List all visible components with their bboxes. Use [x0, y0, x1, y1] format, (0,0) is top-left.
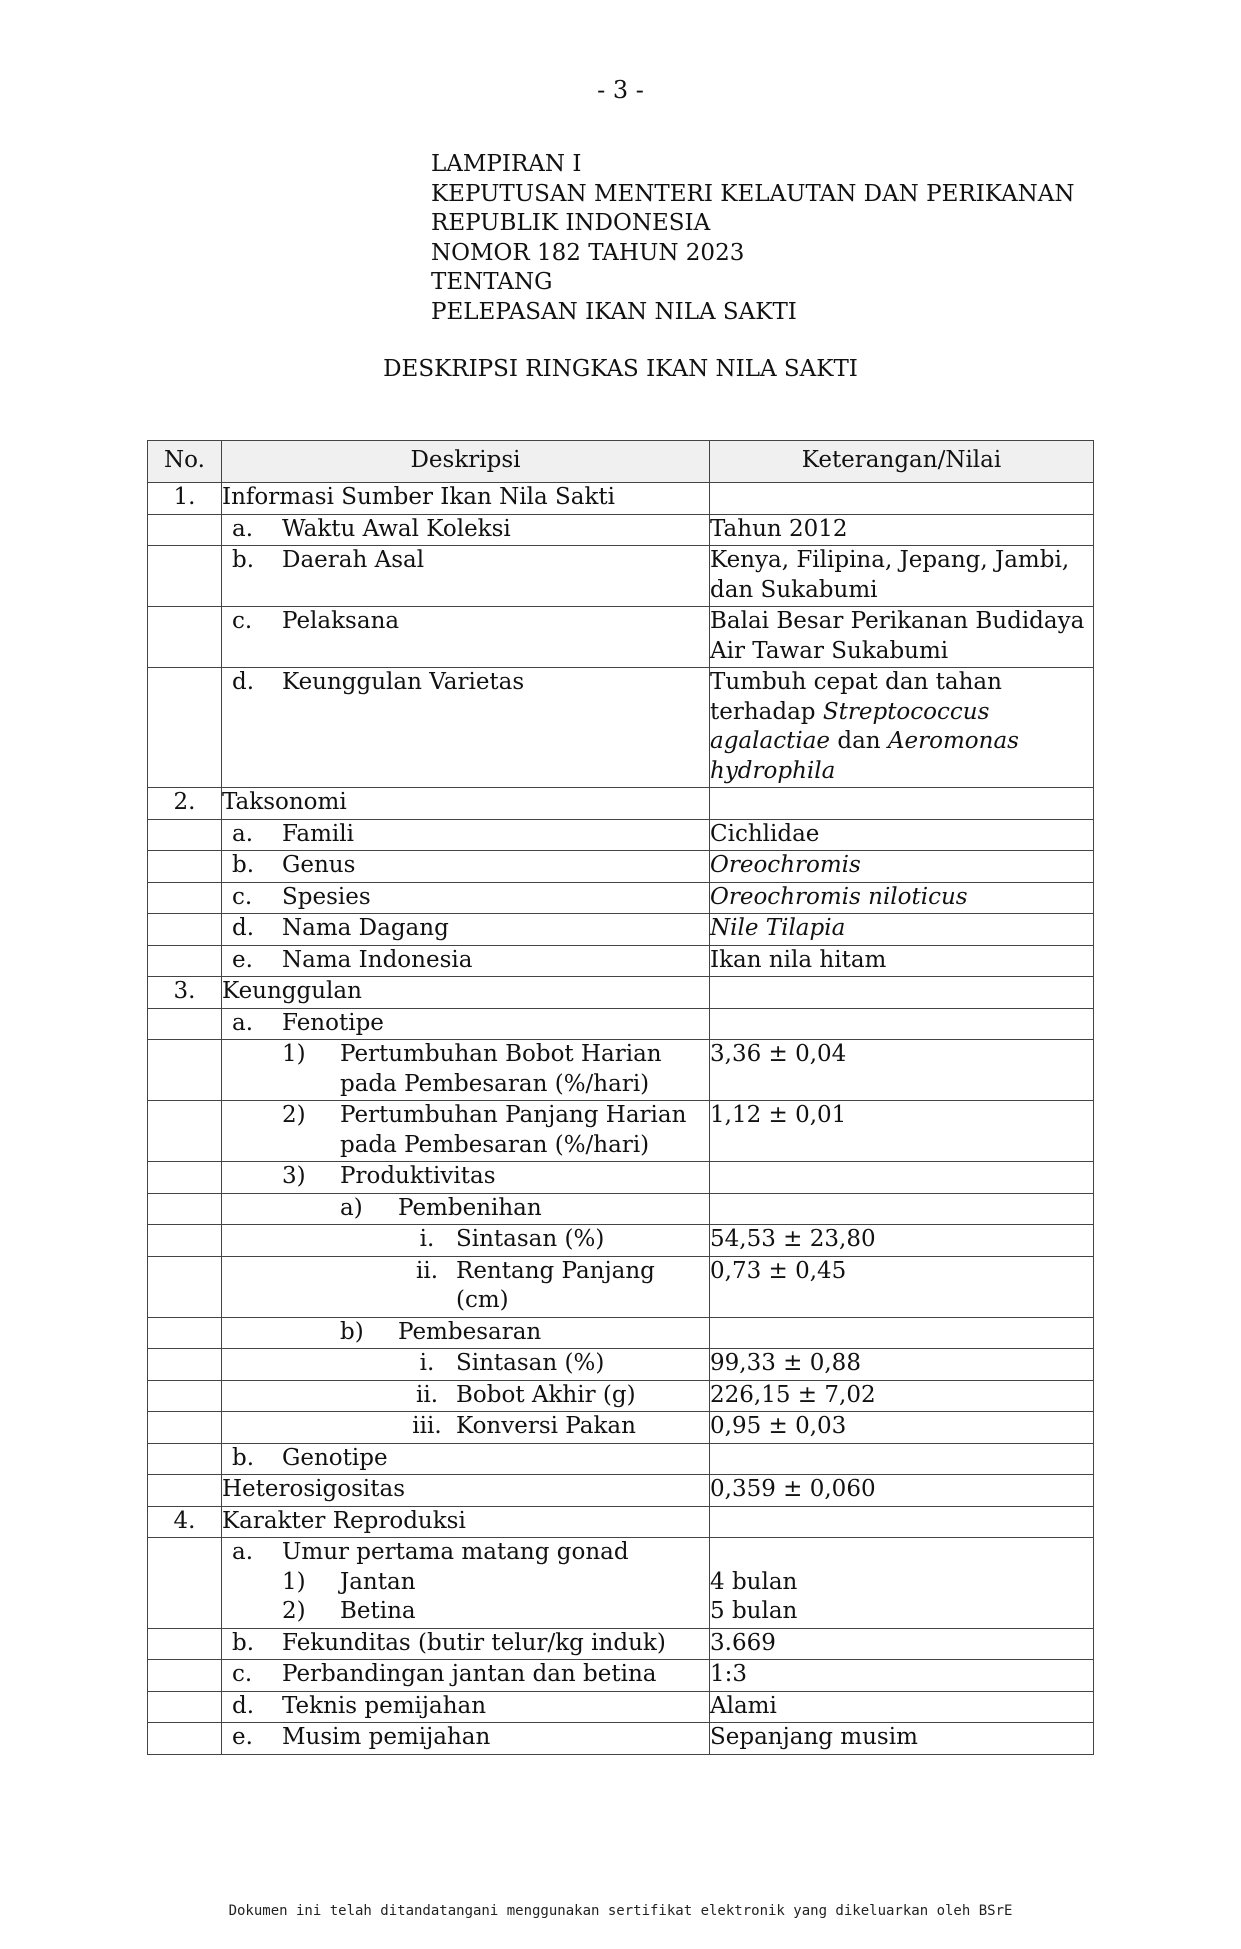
item-marker: e. — [232, 1724, 253, 1750]
attachment-header — [431, 150, 1075, 327]
table-row — [148, 1538, 1094, 1629]
row-value — [710, 1162, 1094, 1194]
row-description: Keunggulan Varietas — [282, 669, 525, 695]
row-value — [710, 1008, 1094, 1040]
row-description: Keunggulan — [222, 977, 710, 1009]
item-marker: i. — [419, 1350, 435, 1376]
row-value: 3.669 — [710, 1628, 1094, 1660]
row-description: Informasi Sumber Ikan Nila Sakti — [222, 483, 710, 515]
table-row — [148, 1040, 1094, 1101]
header-line: KEPUTUSAN MENTERI KELAUTAN DAN PERIKANAN — [431, 180, 1075, 207]
table-header-row — [148, 441, 1094, 483]
row-value: 0,95 ± 0,03 — [710, 1412, 1094, 1444]
table-row — [148, 945, 1094, 977]
row-value: 226,15 ± 7,02 — [710, 1380, 1094, 1412]
table-row — [148, 819, 1094, 851]
row-description: Genotipe — [282, 1444, 388, 1471]
row-description: Pembesaran — [398, 1318, 542, 1345]
row-value: Nile Tilapia — [710, 915, 846, 941]
table-row — [148, 1628, 1094, 1660]
row-description: Umur pertama matang gonad — [282, 1539, 629, 1565]
item-marker: d. — [232, 669, 255, 695]
row-value: 1:3 — [710, 1660, 1094, 1692]
row-value: Oreochromis — [710, 852, 861, 878]
row-number: 2. — [148, 788, 222, 820]
row-description: Musim pemijahan — [282, 1724, 491, 1750]
row-description: Betina — [340, 1598, 416, 1624]
row-description: Bobot Akhir (g) — [456, 1381, 636, 1408]
row-description: Pertumbuhan Panjang Harian pada Pembesaran (%/hari) — [340, 1102, 687, 1158]
item-marker: b. — [232, 1629, 255, 1656]
item-marker: a. — [232, 515, 254, 542]
table-row — [148, 1317, 1094, 1349]
value-text: dan — [837, 728, 881, 754]
item-marker: a) — [340, 1194, 363, 1221]
table-row — [148, 1101, 1094, 1162]
row-value: Oreochromis niloticus — [710, 883, 968, 910]
row-description: Nama Dagang — [282, 915, 449, 941]
row-description: Produktivitas — [340, 1163, 496, 1189]
row-value — [710, 483, 1094, 515]
table-row — [148, 1443, 1094, 1475]
item-marker: ii. — [415, 1257, 439, 1284]
table-row — [148, 1162, 1094, 1194]
table-row — [148, 1723, 1094, 1755]
table-row — [148, 1349, 1094, 1381]
row-value — [710, 1317, 1094, 1349]
description-table — [147, 440, 1094, 1755]
row-description: Perbandingan jantan dan betina — [282, 1661, 657, 1687]
value-text: Tumbuh cepat dan tahan terhadap — [710, 669, 1002, 725]
item-marker: a. — [232, 1539, 254, 1565]
species-name-italic: Aeromonas hydrophila — [710, 728, 1019, 784]
row-description: Waktu Awal Koleksi — [282, 515, 511, 542]
row-value: Sepanjang musim — [710, 1723, 1094, 1755]
table-row — [148, 1660, 1094, 1692]
row-description: Pertumbuhan Bobot Harian pada Pembesaran (%/hari) — [340, 1041, 662, 1097]
row-description: Genus — [282, 852, 356, 878]
row-description: Fenotipe — [282, 1009, 384, 1036]
item-marker: c. — [232, 883, 253, 910]
row-value: 54,53 ± 23,80 — [710, 1225, 1094, 1257]
table-row — [148, 1225, 1094, 1257]
header-line: TENTANG — [431, 269, 553, 295]
item-marker: e. — [232, 946, 253, 973]
table-row — [148, 1193, 1094, 1225]
row-description: Heterosigositas — [222, 1475, 710, 1507]
table-row — [148, 483, 1094, 515]
row-value: Balai Besar Perikanan Budidaya Air Tawar Sukabumi — [710, 607, 1094, 668]
header-line: PELEPASAN IKAN NILA SAKTI — [431, 298, 797, 325]
item-marker: iii. — [412, 1413, 442, 1439]
header-no: No. — [148, 441, 222, 483]
row-description: Spesies — [282, 883, 371, 910]
item-marker: a. — [232, 820, 254, 847]
row-description: Jantan — [340, 1568, 416, 1595]
row-value: Kenya, Filipina, Jepang, Jambi, dan Sukabumi — [710, 546, 1094, 607]
row-value — [710, 1506, 1094, 1538]
item-marker: a. — [232, 1009, 254, 1036]
table-row — [148, 668, 1094, 788]
table-row — [148, 607, 1094, 668]
item-marker: ii. — [415, 1381, 439, 1408]
row-description: Taksonomi — [222, 788, 710, 820]
table-row — [148, 1475, 1094, 1507]
header-line: LAMPIRAN I — [431, 151, 582, 177]
row-description: Fekunditas (butir telur/kg induk) — [282, 1629, 666, 1656]
row-description: Karakter Reproduksi — [222, 1506, 710, 1538]
item-marker: c. — [232, 608, 253, 634]
row-description: Pembenihan — [398, 1194, 542, 1221]
row-value: Alami — [710, 1691, 1094, 1723]
item-marker: 1) — [282, 1041, 306, 1067]
header-keterangan: Keterangan/Nilai — [710, 441, 1094, 483]
row-value: 99,33 ± 0,88 — [710, 1349, 1094, 1381]
document-title: DESKRIPSI RINGKAS IKAN NILA SAKTI — [383, 356, 858, 382]
item-marker: b. — [232, 1444, 255, 1471]
row-number: 3. — [148, 977, 222, 1009]
row-value-keunggulan — [710, 668, 1094, 788]
row-description: Sintasan (%) — [456, 1350, 605, 1376]
digital-signature-footer: Dokumen ini telah ditandatangani menggunakan sertifikat elektronik yang dikeluarkan oleh BSrE — [228, 1903, 1013, 1919]
item-marker: d. — [232, 1692, 255, 1719]
row-value: 0,359 ± 0,060 — [710, 1475, 1094, 1507]
header-line: REPUBLIK INDONESIA — [431, 210, 711, 236]
row-value: Cichlidae — [710, 819, 1094, 851]
item-marker: 1) — [282, 1568, 306, 1595]
table-row — [148, 914, 1094, 946]
row-value: 5 bulan — [710, 1598, 798, 1624]
row-description: Rentang Panjang (cm) — [456, 1257, 655, 1313]
item-marker: b. — [232, 852, 255, 878]
table-row — [148, 1412, 1094, 1444]
row-description: Sintasan (%) — [456, 1226, 605, 1252]
table-row — [148, 546, 1094, 607]
row-value — [710, 1443, 1094, 1475]
row-value: Ikan nila hitam — [710, 945, 1094, 977]
row-description: Daerah Asal — [282, 547, 425, 573]
row-value — [710, 977, 1094, 1009]
item-marker: 3) — [282, 1163, 306, 1189]
table-row — [148, 788, 1094, 820]
table-row — [148, 882, 1094, 914]
row-value — [710, 788, 1094, 820]
row-value: 4 bulan — [710, 1568, 798, 1595]
header-deskripsi: Deskripsi — [222, 441, 710, 483]
item-marker: c. — [232, 1661, 253, 1687]
row-description: Konversi Pakan — [456, 1413, 636, 1439]
row-value: 0,73 ± 0,45 — [710, 1256, 1094, 1317]
item-marker: b) — [340, 1318, 364, 1345]
item-marker: 2) — [282, 1102, 306, 1128]
table-row — [148, 1691, 1094, 1723]
row-description: Pelaksana — [282, 608, 400, 634]
species-name-italic: Streptococcus agalactiae — [710, 698, 990, 754]
row-description: Famili — [282, 820, 354, 847]
row-value: Tahun 2012 — [710, 514, 1094, 546]
item-marker: 2) — [282, 1598, 306, 1624]
item-marker: d. — [232, 915, 255, 941]
table-row — [148, 1506, 1094, 1538]
item-marker: i. — [419, 1226, 435, 1252]
row-number: 4. — [148, 1506, 222, 1538]
row-number: 1. — [148, 483, 222, 515]
row-value: 3,36 ± 0,04 — [710, 1040, 1094, 1101]
page-number: - 3 - — [597, 76, 644, 104]
row-description: Nama Indonesia — [282, 946, 473, 973]
table-row — [148, 977, 1094, 1009]
header-line: NOMOR 182 TAHUN 2023 — [431, 239, 745, 266]
table-row — [148, 514, 1094, 546]
table-row — [148, 1256, 1094, 1317]
table-row — [148, 851, 1094, 883]
row-description: Teknis pemijahan — [282, 1692, 487, 1719]
item-marker: b. — [232, 547, 255, 573]
table-row — [148, 1380, 1094, 1412]
row-value — [710, 1193, 1094, 1225]
row-value: 1,12 ± 0,01 — [710, 1101, 1094, 1162]
table-row — [148, 1008, 1094, 1040]
